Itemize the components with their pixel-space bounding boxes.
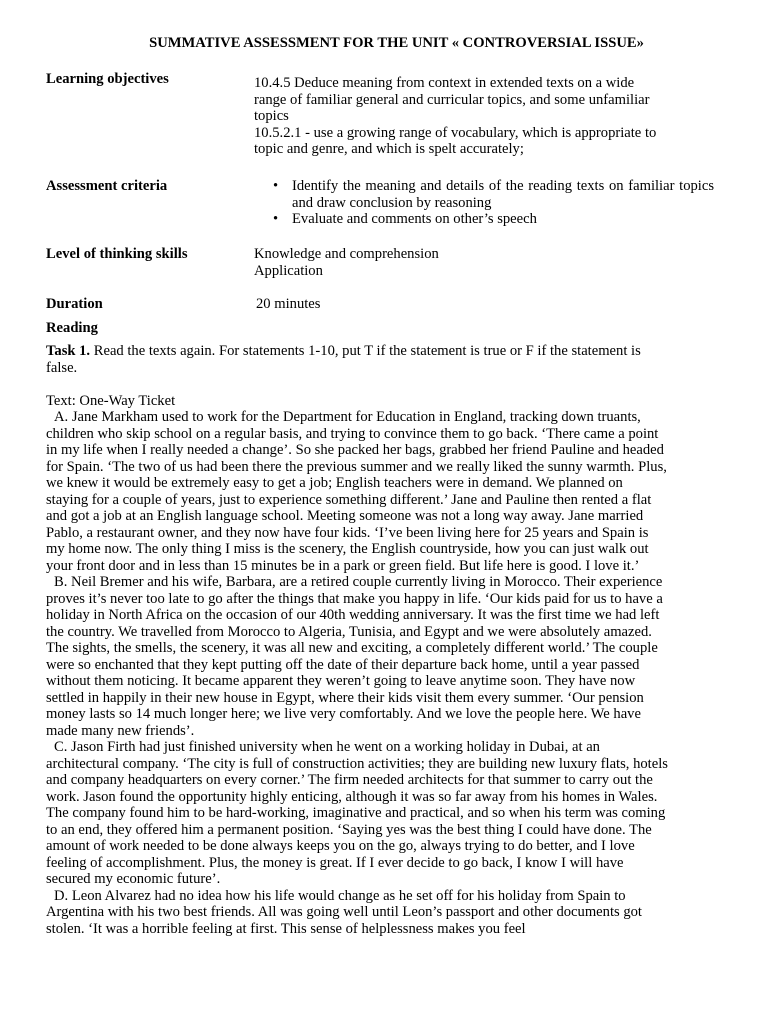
thinking-item: Application <box>254 262 323 279</box>
criteria-item <box>254 178 714 211</box>
criteria-list <box>254 178 714 228</box>
bullet-icon: • <box>273 178 279 194</box>
objective-item: 10.5.2.1 - use a growing range of vocabulary, which is appropriate to topic and genre, and which is spelt accurately; <box>254 124 657 157</box>
thinking-value <box>254 246 664 279</box>
paragraph-d: D. Leon Alvarez had no idea how his life would change as he set off for his holiday from Spain to Argentina with his two best friends. All was going well until Leon’s passport and other documents got stolen. ‘It was a horrible feeling at first. This sense of helplessness makes you feel <box>46 887 642 937</box>
criteria-value <box>254 178 714 228</box>
document-title: SUMMATIVE ASSESSMENT FOR THE UNIT « CONTROVERSIAL ISSUE» <box>149 35 644 51</box>
criteria-label: Assessment criteria <box>46 178 168 194</box>
bullet-icon: • <box>273 211 279 227</box>
task-text: Read the texts again. For statements 1-10, put T if the statement is true or F if the statement is false. <box>46 343 641 376</box>
task-instruction <box>46 343 668 376</box>
criteria-text: Evaluate and comments on other’s speech <box>292 211 537 227</box>
thinking-label: Level of thinking skills <box>46 246 188 262</box>
paragraph-c: C. Jason Firth had just finished university when he went on a working holiday in Dubai, at an architectural company. ‘The city is full of construction activities; they are building new luxury flats, hotels and company headquarters on every corner.’ The firm needed architects for that summer to carry out the work. Jason found the opportunity highly enticing, although it was so far away from his homes in Wales. The company found him to be hard-working, imaginative and practical, and so when his term was coming to an end, they offered him a permanent position. ‘Saying yes was the best thing I could have done. The amount of work needed to be done always keeps you on the go, always trying to do better, and I love feeling of accomplishment. Plus, the money is great. If I ever decide to go back, I know I will have secured my economic future’. <box>46 739 668 887</box>
reading-body <box>46 343 668 937</box>
paragraph-b: B. Neil Bremer and his wife, Barbara, are a retired couple currently living in Morocco. Their experience proves it’s never too late to go after the things that make you happy in life. ‘Our kids paid for us to have a holiday in North Africa on the occasion of our 40th wedding anniversary. It was the first time we had left the country. We travelled from Morocco to Algeria, Tunisia, and Egypt and we were absolutely amazed. The sights, the smells, the scenery, it was all new and exciting, a completely different world.’ The couple were so enchanted that they kept putting off the date of their departure back home, until a year passed without them noticing. It became apparent they weren’t going to leave anytime soon. They have now settled in happily in their new house in Egypt, where their kids visit them every summer. ‘Our pension money lasts so 14 much longer here; we live very comfortably. And we love the people here. We have made many new friends’. <box>46 574 663 739</box>
spacer <box>46 376 668 393</box>
thinking-item: Knowledge and comprehension <box>254 246 439 262</box>
task-label: Task 1. <box>46 343 91 359</box>
duration-label: Duration <box>46 296 103 312</box>
objective-item: 10.4.5 Deduce meaning from context in extended texts on a wide range of familiar general and curricular topics, and some unfamiliar topics <box>254 75 650 124</box>
objectives-value <box>254 75 664 158</box>
text-title: Text: One-Way Ticket <box>46 392 176 409</box>
section-heading: Reading <box>46 320 98 336</box>
criteria-item <box>254 211 714 228</box>
paragraph-a: A. Jane Markham used to work for the Department for Education in England, tracking down truants, children who skip school on a regular basis, and trying to convince them to go back. ‘There came a point in my life when I really needed a change’. So she packed her bags, grabbed her friend Pauline and headed for Spain. ‘The two of us had been there the previous summer and we really liked the sunny warmth. Plus, we knew it would be extremely easy to get a job; English teachers were in demand. We planned on staying for a couple of years, just to experience something different.’ Jane and Pauline then rented a flat and got a job at an English language school. Meeting someone was not a long way away. Jane married Pablo, a restaurant owner, and they now have four kids. ‘I’ve been living here for 25 years and Spain is my home now. The only thing I miss is the scenery, the English countryside, how you can just walk out your front door and in less than 15 minutes be in a park or green field. But life here is good. I love it.’ <box>46 409 667 574</box>
duration-value: 20 minutes <box>256 296 321 312</box>
objectives-label: Learning objectives <box>46 71 169 87</box>
criteria-text: Identify the meaning and details of the reading texts on familiar topics and draw conclusion by reasoning <box>292 178 714 211</box>
